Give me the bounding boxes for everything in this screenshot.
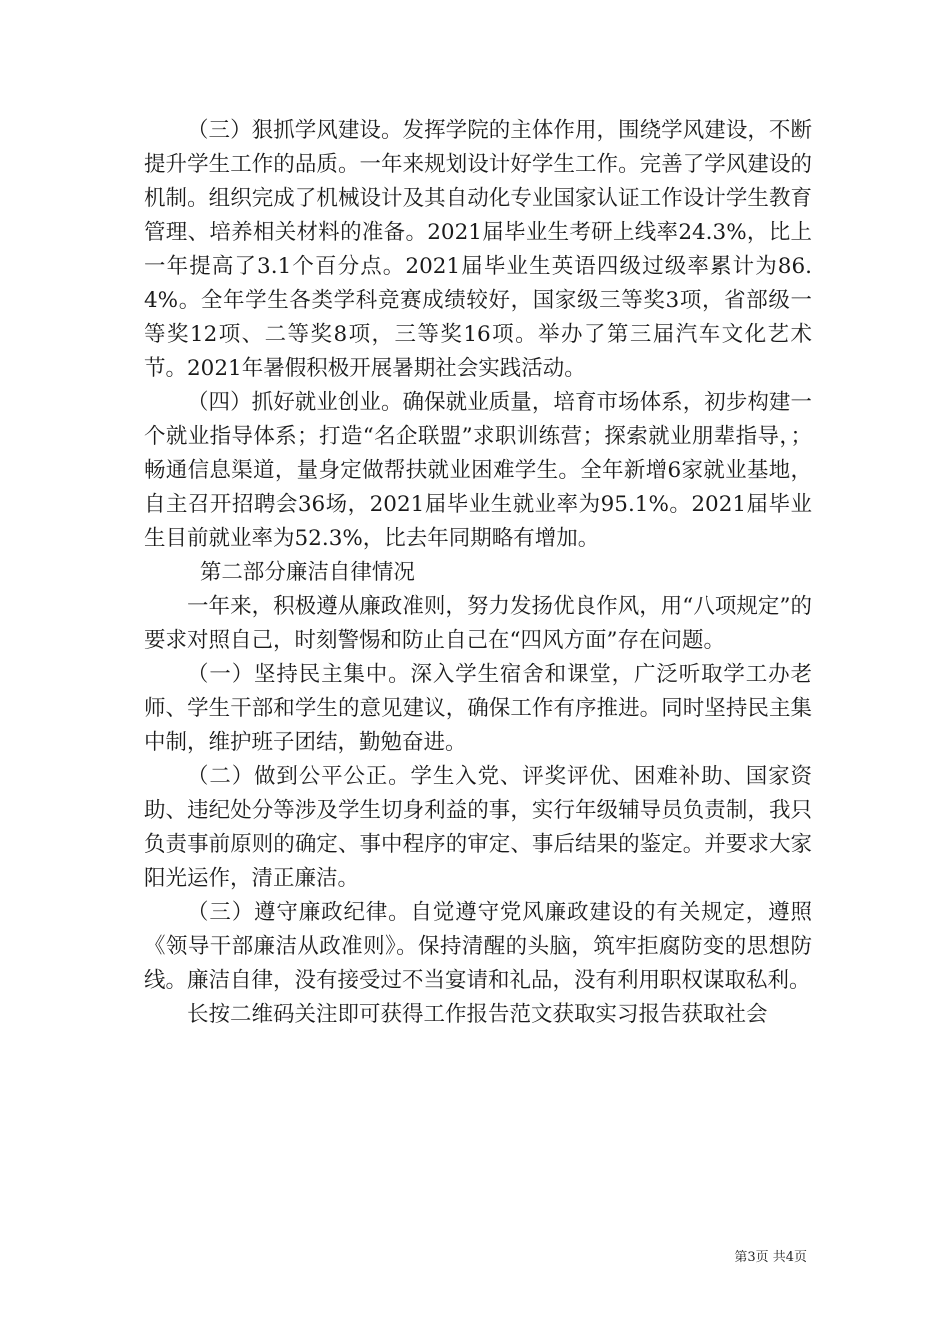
paragraph-discipline: （三）遵守廉政纪律。自觉遵守党风廉政建设的有关规定，遵照《领导干部廉洁从政准则》。保持清醒的头脑，筑牢拒腐防变的思想防线。廉洁自律，没有接受过不当宴请和礼品，没有利用职权谋取私利。 [144,900,812,993]
paragraph-fairness: （二）做到公平公正。学生入党、评奖评优、困难补助、国家资助、违纪处分等涉及学生切身利益的事，实行年级辅导员负责制，我只负责事前原则的确定、事中程序的审定、事后结果的鉴定。并要求大家阳光运作，清正廉洁。 [144,764,812,891]
document-body [144,114,812,1032]
page-number: 第3页 共4页 [734,1250,807,1265]
paragraph-employment: （四）抓好就业创业。确保就业质量，培育市场体系，初步构建一个就业指导体系；打造“名企联盟”求职训练营；探索就业朋辈指导，；畅通信息渠道，量身定做帮扶就业困难学生。全年新增6家就业基地，自主召开招聘会36场，2021届毕业生就业率为95.1%。2021届毕业生目前就业率为52.3%，比去年同期略有增加。 [144,390,812,551]
paragraph-democratic-centralism: （一）坚持民主集中。深入学生宿舍和课堂，广泛听取学工办老师、学生干部和学生的意见建议，确保工作有序推进。同时坚持民主集中制，维护班子团结，勤勉奋进。 [144,662,812,755]
paragraph-integrity-intro: 一年来，积极遵从廉政准则，努力发扬优良作风，用“八项规定”的要求对照自己，时刻警惕和防止自己在“四风方面”存在问题。 [144,594,812,653]
paragraph-study-style: （三）狠抓学风建设。发挥学院的主体作用，围绕学风建设，不断提升学生工作的品质。一年来规划设计好学生工作。完善了学风建设的机制。组织完成了机械设计及其自动化专业国家认证工作设计学生教育管理、培养相关材料的准备。2021届毕业生考研上线率24.3%，比上一年提高了3.1个百分点。2021届毕业生英语四级过级率累计为86.4%。全年学生各类学科竞赛成绩较好，国家级三等奖3项，省部级一等奖12项、二等奖8项，三等奖16项。举办了第三届汽车文化艺术节。2021年暑假积极开展暑期社会实践活动。 [144,118,812,381]
paragraph-qrcode-note: 长按二维码关注即可获得工作报告范文获取实习报告获取社会 [187,1002,768,1027]
section-heading: 第二部分廉洁自律情况 [199,560,415,585]
